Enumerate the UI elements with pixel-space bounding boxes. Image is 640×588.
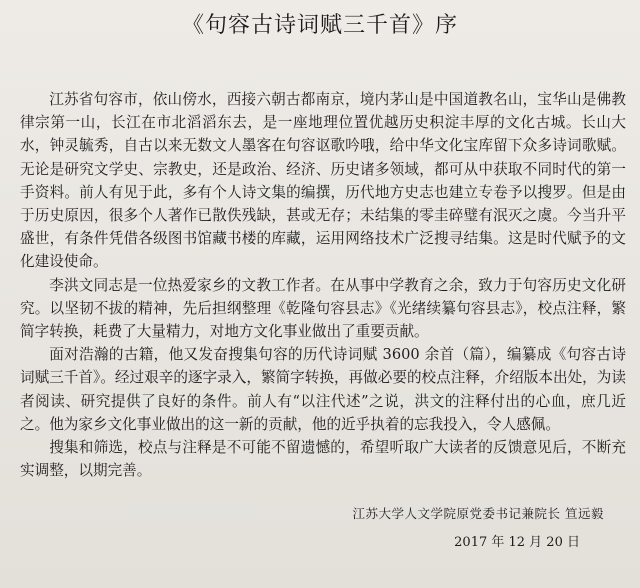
paragraph: 江苏省句容市，依山傍水，西接六朝古都南京，境内茅山是中国道教名山，宝华山是佛教律宗第一山，长江在市北滔滔东去，是一座地理位置优越历史积淀丰厚的文化古城。长山大水，钟灵毓秀，自古以来无数文人墨客在句容讴歌吟哦，给中华文化宝库留下众多诗词歌赋。无论是研究文学史、宗教史，还是政治、经济、历史诸多领域，都可从中获取不同时代的第一手资料。前人有见于此，多有个人诗文集的编撰，历代地方史志也建立专卷予以搜罗。但是由于历史原因，很多个人著作已散佚残缺，甚或无存；未结集的零圭碎璧有泯灭之虞。今当升平盛世，有条件凭借各级图书馆藏书楼的库藏，运用网络技术广泛搜寻结集。这是时代赋予的文化建设使命。 — [20, 91, 626, 271]
author-signature: 江苏大学人文学院原党委书记兼院长 笪远毅 — [352, 506, 604, 521]
page-title: 《句容古诗词赋三千首》序 — [181, 13, 458, 38]
paragraph: 面对浩瀚的古籍，他又发奋搜集句容的历代诗词赋 3600 余首（篇），编纂成《句容古诗词赋三千首》。经过艰辛的逐字录入，繁简字转换，再做必要的校点注释，介绍版本出处，为读者阅读、研究提供了良好的条件。前人有“以注代述”之说，洪文的注释付出的心血，庶几近之。他为家乡文化事业做出的这一新的贡献，他的近乎执着的忘我投入，令人感佩。 — [20, 346, 626, 433]
preface-body — [20, 88, 626, 482]
signature-date: 2017 年 12 月 20 日 — [454, 535, 580, 550]
paragraph: 搜集和筛选，校点与注释是不可能不留遗憾的，希望听取广大读者的反馈意见后，不断充实调整，以期完善。 — [20, 439, 626, 480]
paragraph: 李洪文同志是一位热爱家乡的文教工作者。在从事中学教育之余，致力于句容历史文化研究。以坚韧不拔的精神，先后担纲整理《乾隆句容县志》《光绪续纂句容县志》，校点注释，繁简字转换，耗费了大量精力，对地方文化事业做出了重要贡献。 — [20, 276, 626, 341]
